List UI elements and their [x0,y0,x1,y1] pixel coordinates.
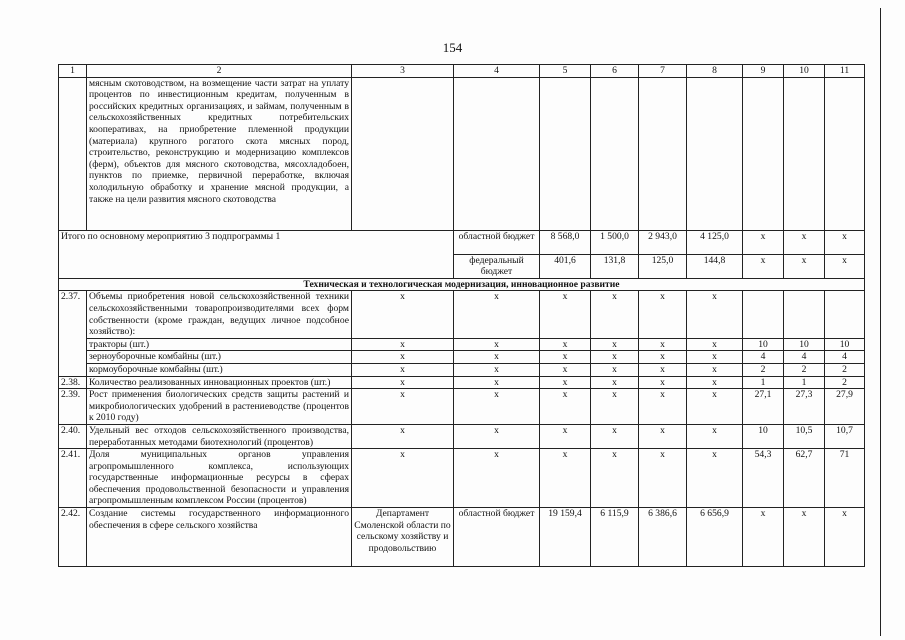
row-2-37-forage-harvesters: кормоуборочные комбайны (шт.) х х х х х х 2 2 2 [59,363,865,376]
row-number: 2.41. [59,449,87,508]
row-2-40: 2.40. Удельный вес отходов сельскохозяйственного производства, переработанных методами биотехнологий (процентов) х х х х х х 10 10,5 10,7 [59,424,865,448]
row-2-38: 2.38. Количество реализованных инновационных проектов (шт.) х х х х х х 1 1 2 [59,376,865,389]
row-text: Удельный вес отходов сельскохозяйственного производства, переработанных методами биотехнологий (процентов) [87,424,352,448]
page-number: 154 [442,40,463,55]
row-number: 2.37. [59,291,87,376]
row-text: Количество реализованных инновационных проектов (шт.) [87,376,352,389]
row-2-37-tractors: тракторы (шт.) х х х х х х 10 10 10 [59,338,865,351]
col-header: 4 [454,65,540,78]
responsible-department: Департамент Смоленской области по сельскому хозяйству и продовольствию [352,508,454,567]
col-header: 7 [639,65,687,78]
row-number: 2.39. [59,389,87,425]
col-header: 3 [352,65,454,78]
row-text: Создание системы государственного информационного обеспечения в сфере сельского хозяйства [87,508,352,567]
col-header: 8 [687,65,743,78]
section-title: Техническая и технологическая модернизация, инновационное развитие [59,278,865,291]
row-number: 2.40. [59,424,87,448]
col-header: 6 [591,65,639,78]
continuation-row [59,77,865,230]
col-header: 2 [87,65,352,78]
col-header: 1 [59,65,87,78]
col-header: 9 [743,65,784,78]
section-title-row [59,278,865,291]
program-table [58,64,865,567]
row-text: Объемы приобретения новой сельскохозяйственной техники сельскохозяйственными товаропроизводителями всех форм собственности (кроме граждан, ведущих личное подсобное хозяйство): [87,291,352,338]
total-row-federal: федеральный бюджет 401,6 131,8 125,0 144,8 х х х [59,254,865,278]
row-2-37-grain-harvesters: зерноуборочные комбайны (шт.) х х х х х х 4 4 4 [59,351,865,364]
row-2-37: 2.37. Объемы приобретения новой сельскохозяйственной техники сельскохозяйственными товаропроизводителями всех форм собственности (кроме граждан, ведущих личное подсобное хозяйство): х х х х х х [59,291,865,338]
col-header: 11 [825,65,865,78]
total-label: Итого по основному мероприятию 3 подпрограммы 1 [59,230,454,278]
row-number: 2.38. [59,376,87,389]
row-text: Рост применения биологических средств защиты растений и микробиологических удобрений в растениеводстве (процентов к 2010 году) [87,389,352,425]
column-numbers-row [59,65,865,78]
row-text: Доля муниципальных органов управления агропромышленного комплекса, использующих государственные информационные ресурсы в сферах обеспечения продовольственной безопасности и управления агропромышленным комплексом России (процентов) [87,449,352,508]
row-2-41: 2.41. Доля муниципальных органов управления агропромышленного комплекса, использующих государственные информационные ресурсы в сферах обеспечения продовольственной безопасности и управления агропромышленным комплексом России (процентов) х х х х х х 54,3 62,7 71 [59,449,865,508]
total-row-regional: Итого по основному мероприятию 3 подпрограммы 1 областной бюджет 8 568,0 1 500,0 2 943,0 4 125,0 х х х [59,230,865,254]
row-2-42: 2.42. Создание системы государственного информационного обеспечения в сфере сельского хозяйства Департамент Смоленской области по сельскому хозяйству и продовольствию областной бюджет 19 159,4 6 115,9 6 386,6 6 656,9 х х х [59,508,865,567]
page-margin-line [880,8,881,636]
continuation-text: мясным скотоводством, на возмещение части затрат на уплату процентов по инвестиционным кредитам, полученным в российских кредитных организациях, и займам, полученным в сельскохозяйственных кредитных потребительских кооперативах, на приобретение племенной продукции (материала) крупного рогатого скота мясных пород, строительство, реконструкцию и модернизацию комплексов (ферм), объектов для мясного скотоводства, мясохладобоен, пунктов по приемке, первичной переработке, включая холодильную обработку и хранение мясной продукции, а также на цели развития мясного скотоводства [87,77,352,230]
col-header: 5 [540,65,591,78]
col-header: 10 [784,65,825,78]
row-number: 2.42. [59,508,87,567]
row-2-39: 2.39. Рост применения биологических средств защиты растений и микробиологических удобрений в растениеводстве (процентов к 2010 году) х х х х х х 27,1 27,3 27,9 [59,389,865,425]
